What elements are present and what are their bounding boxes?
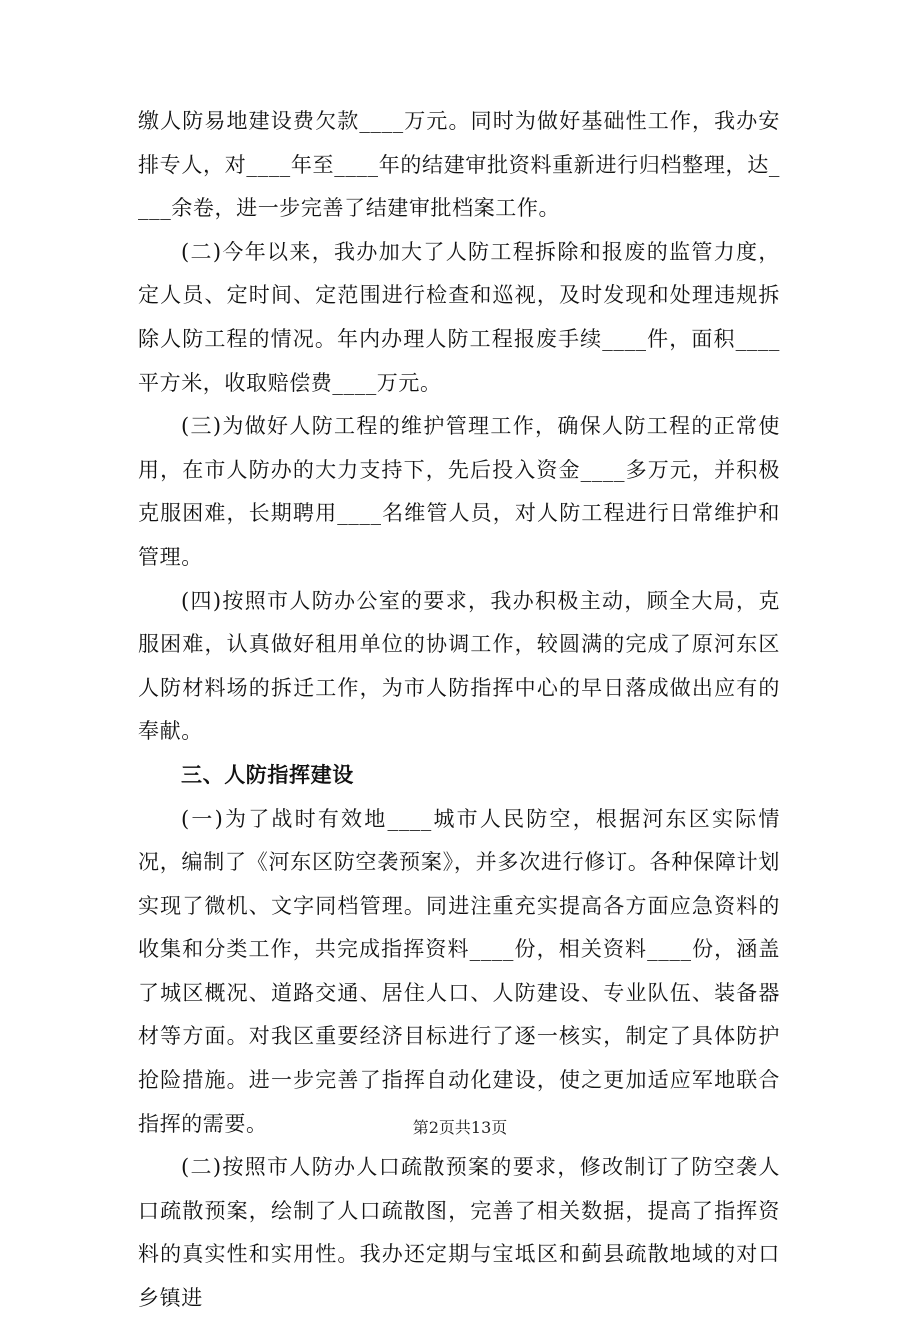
body-paragraph: (二)按照市人防办人口疏散预案的要求，修改制订了防空袭人口疏散预案，绘制了人口疏散图，完善了相关数据，提高了指挥资料的真实性和实用性。我办还定期与宝坻区和蓟县疏散地域的对口乡镇进 [138, 1155, 780, 1311]
body-paragraph: (三)为做好人防工程的维护管理工作，确保人防工程的正常使用，在市人防办的大力支持下，先后投入资金____多万元，并积极克服困难，长期聘用____名维管人员，对人防工程进行日常维护和管理。 [138, 414, 780, 569]
body-paragraph: (一)为了战时有效地____城市人民防空，根据河东区实际情况，编制了《河东区防空袭预案》，并多次进行修订。各种保障计划实现了微机、文字同档管理。同进注重充实提高各方面应急资料的收集和分类工作，共完成指挥资料____份，相关资料____份，涵盖了城区概况、道路交通、居住人口、人防建设、专业队伍、装备器材等方面。对我区重要经济目标进行了逐一核实，制定了具体防护抢险措施。进一步完善了指挥自动化建设，使之更加适应军地联合指挥的需要。 [138, 806, 780, 1136]
body-paragraph: (四)按照市人防办公室的要求，我办积极主动，顾全大局，克服困难，认真做好租用单位的协调工作，较圆满的完成了原河东区人防材料场的拆迁工作，为市人防指挥中心的早日落成做出应有的奉献。 [138, 588, 780, 744]
body-paragraph: (二)今年以来，我办加大了人防工程拆除和报废的监管力度，定人员、定时间、定范围进行检查和巡视，及时发现和处理违规拆除人防工程的情况。年内办理人防工程报废手续____件，面积____平方米，收取赔偿费____万元。 [138, 239, 780, 395]
section-heading: 三、人防指挥建设 [181, 762, 354, 787]
page-footer [0, 1115, 920, 1138]
page-number: 第2页共13页 [412, 1118, 508, 1137]
body-paragraph: 缴人防易地建设费欠款____万元。同时为做好基础性工作，我办安排专人，对____年至____年的结建审批资料重新进行归档整理，达____余卷，进一步完善了结建审批档案工作。 [138, 109, 780, 221]
